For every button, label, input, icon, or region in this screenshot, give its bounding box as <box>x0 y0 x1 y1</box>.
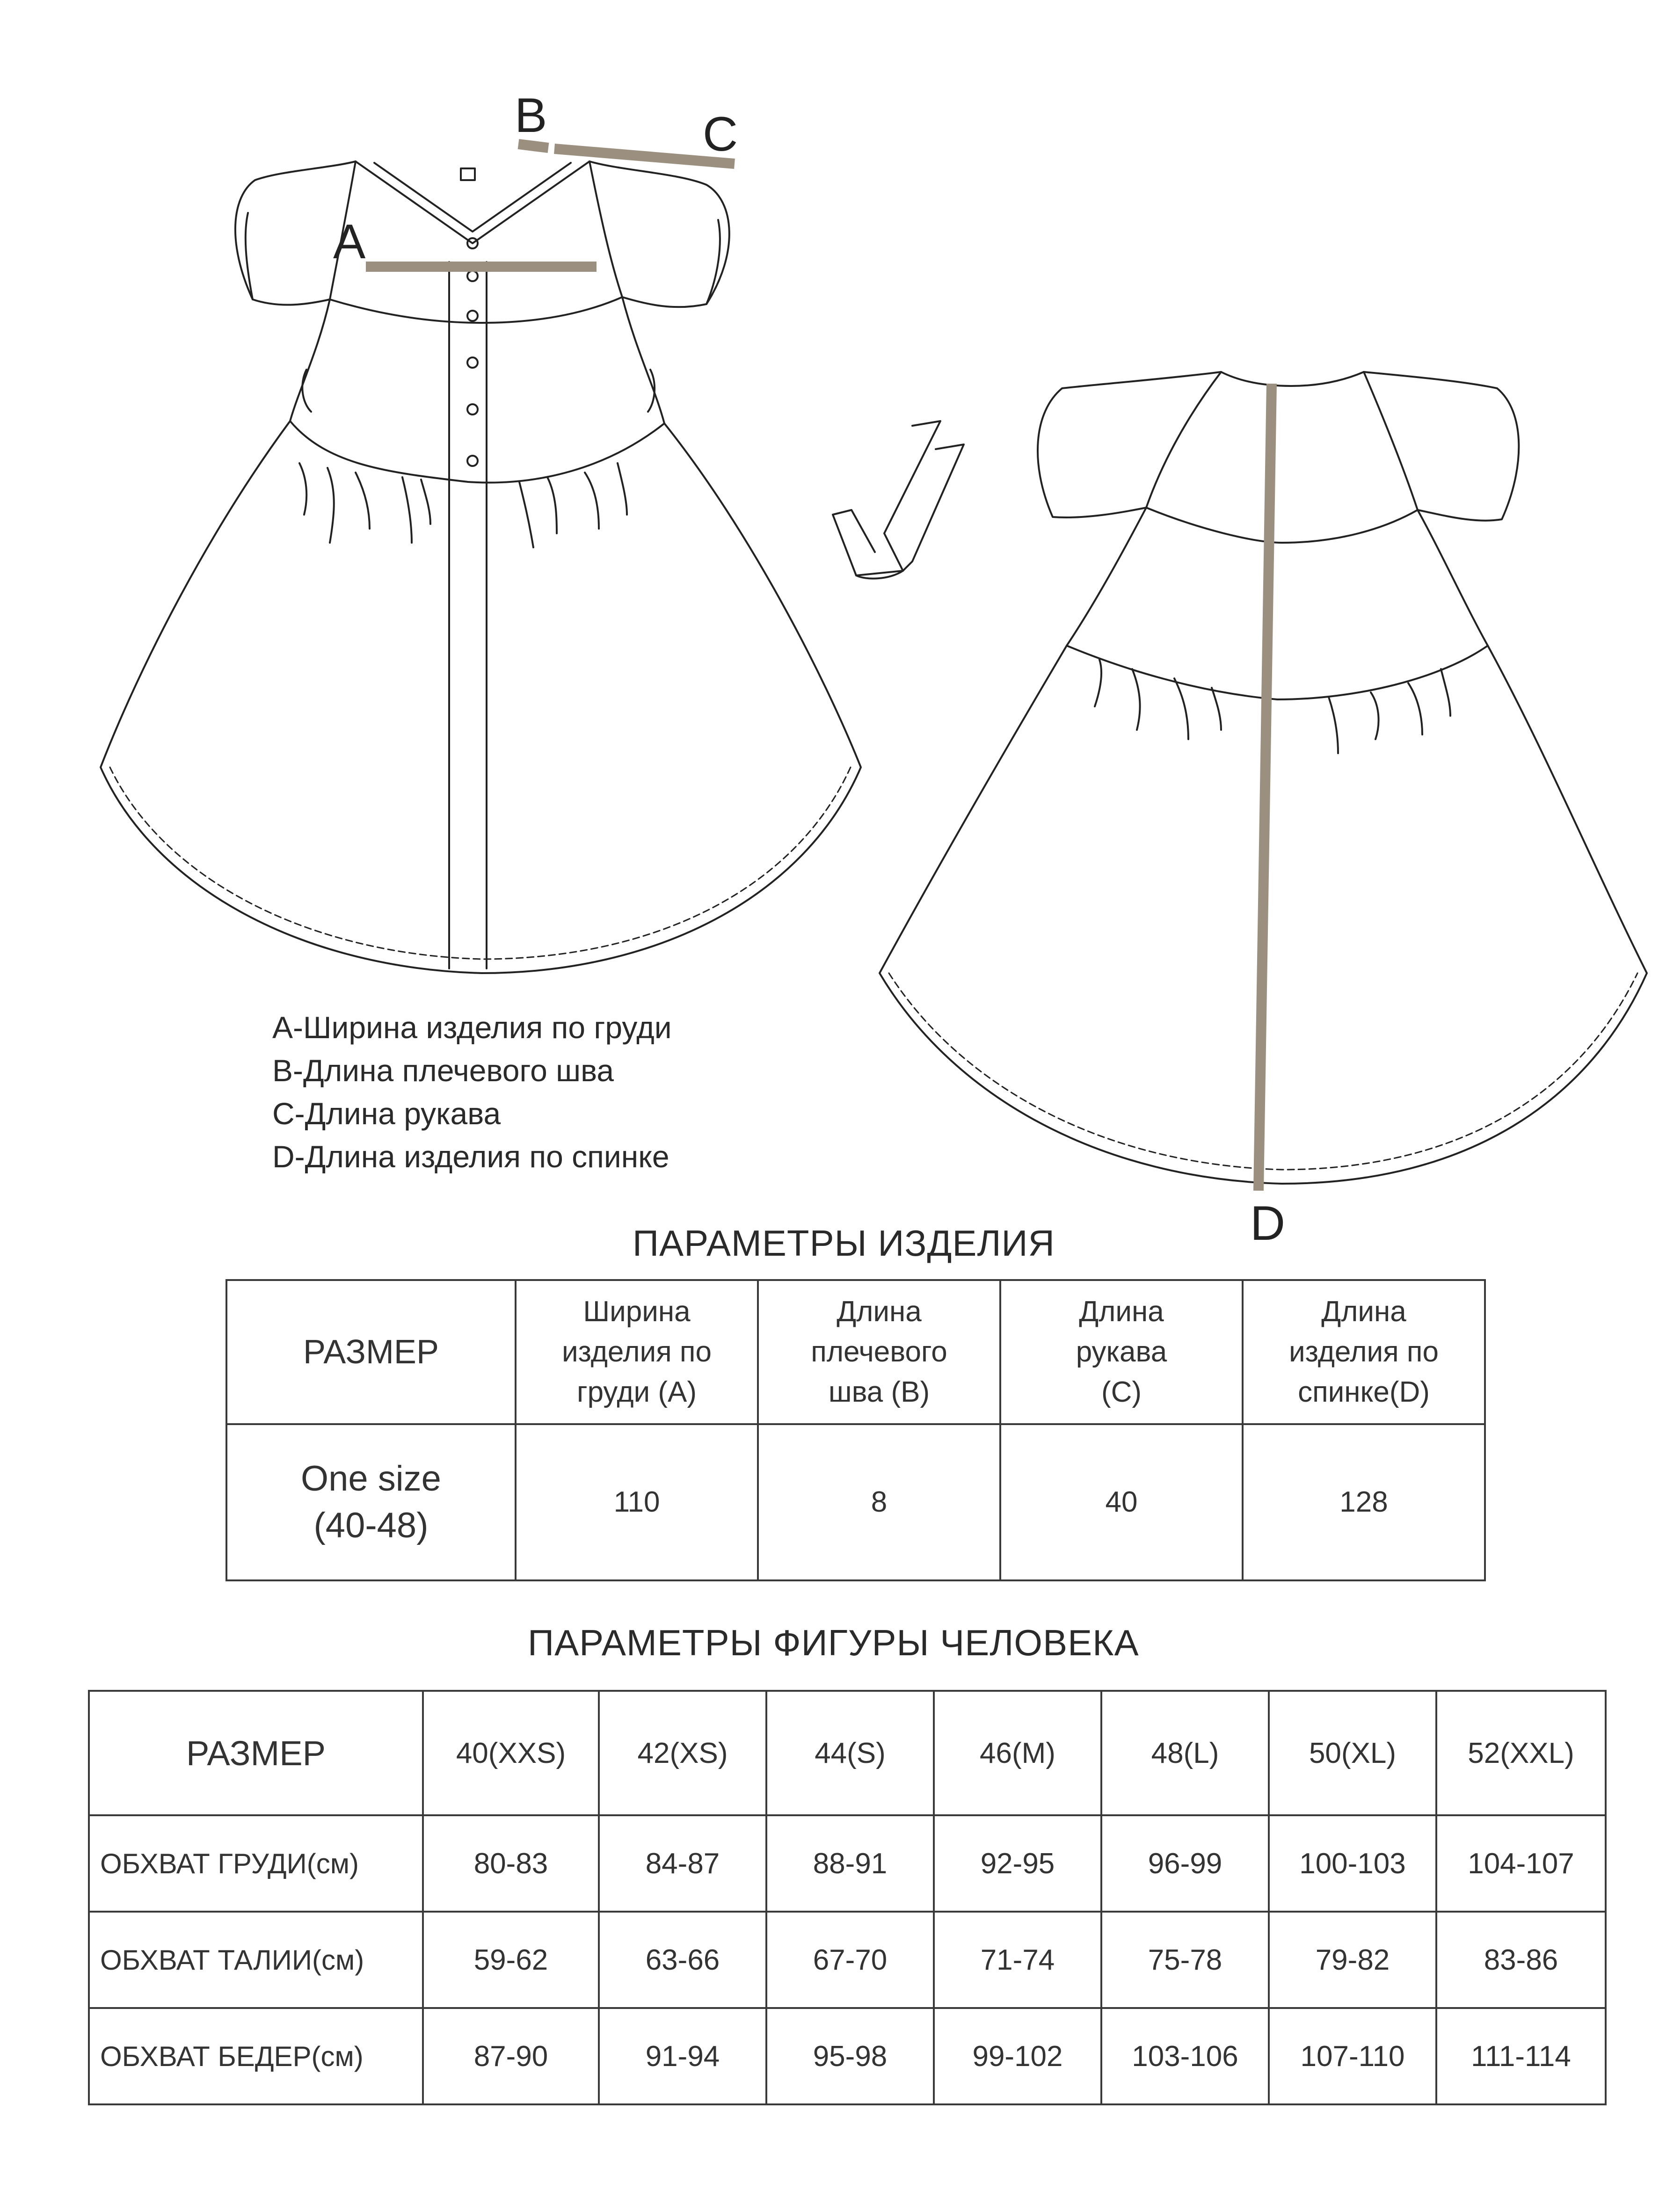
table-cell: 92-95 <box>934 1815 1101 1912</box>
table-cell: 107-110 <box>1269 2008 1436 2104</box>
header-line: Длина <box>1079 1295 1164 1328</box>
table-row <box>89 2008 1606 2104</box>
table-cell: 59-62 <box>423 1912 599 2008</box>
table-row <box>89 1912 1606 2008</box>
value-d: 128 <box>1243 1424 1485 1580</box>
table-cell: 103-106 <box>1101 2008 1269 2104</box>
table-cell: 91-94 <box>599 2008 766 2104</box>
size-col-header: 46(M) <box>934 1691 1101 1815</box>
header-line: плечевого <box>811 1336 947 1368</box>
table-cell: 87-90 <box>423 2008 599 2104</box>
front-view <box>101 161 861 973</box>
table-cell: 79-82 <box>1269 1912 1436 2008</box>
size-col-header: 44(S) <box>766 1691 934 1815</box>
header-line: Ширина <box>583 1295 691 1328</box>
size-line: (40-48) <box>313 1506 429 1545</box>
value-b: 8 <box>758 1424 1000 1580</box>
row-label-waist: ОБХВАТ ТАЛИИ(см) <box>89 1912 423 2008</box>
header-line: изделия по <box>562 1336 712 1368</box>
marker-b: B <box>515 88 547 143</box>
header-cell-c <box>1000 1280 1243 1424</box>
marker-c: C <box>703 107 738 161</box>
measurement-legend <box>272 1006 672 1178</box>
table-cell: 83-86 <box>1436 1912 1606 2008</box>
table-cell: 80-83 <box>423 1815 599 1912</box>
marker-a: A <box>333 215 366 269</box>
table-row <box>89 1815 1606 1912</box>
size-line: One size <box>301 1459 441 1499</box>
table-cell: 99-102 <box>934 2008 1101 2104</box>
header-cell-d <box>1243 1280 1485 1424</box>
product-params-table <box>226 1279 1486 1581</box>
legend-item-b: B-Длина плечевого шва <box>272 1053 614 1088</box>
row-label-hips: ОБХВАТ БЕДЕР(см) <box>89 2008 423 2104</box>
legend-item-d: D-Длина изделия по спинке <box>272 1139 669 1174</box>
size-header: РАЗМЕР <box>226 1280 516 1424</box>
table-cell: 75-78 <box>1101 1912 1269 2008</box>
header-line: Длина <box>837 1295 922 1328</box>
belt <box>833 421 964 579</box>
marker-d: D <box>1250 1196 1286 1251</box>
size-col-header: 42(XS) <box>599 1691 766 1815</box>
header-line: груди (А) <box>576 1376 697 1408</box>
size-header: РАЗМЕР <box>89 1691 423 1815</box>
body-params-title: ПАРАМЕТРЫ ФИГУРЫ ЧЕЛОВЕКА <box>528 1622 1139 1663</box>
table-cell: 96-99 <box>1101 1815 1269 1912</box>
table-row <box>226 1424 1485 1580</box>
table-cell: 67-70 <box>766 1912 934 2008</box>
table-cell: 111-114 <box>1436 2008 1606 2104</box>
header-cell-b <box>758 1280 1000 1424</box>
measure-line-b <box>518 144 548 148</box>
table-row <box>89 1691 1606 1815</box>
header-line: рукава <box>1076 1336 1167 1368</box>
table-cell: 84-87 <box>599 1815 766 1912</box>
legend-item-a: A-Ширина изделия по груди <box>272 1010 672 1045</box>
table-cell: 63-66 <box>599 1912 766 2008</box>
table-row <box>226 1280 1485 1424</box>
size-col-header: 50(XL) <box>1269 1691 1436 1815</box>
row-label-chest: ОБХВАТ ГРУДИ(см) <box>89 1815 423 1912</box>
size-value <box>226 1424 516 1580</box>
size-col-header: 52(XXL) <box>1436 1691 1606 1815</box>
value-c: 40 <box>1000 1424 1243 1580</box>
table-cell: 104-107 <box>1436 1815 1606 1912</box>
header-line: шва (В) <box>828 1376 930 1408</box>
header-line: Длина <box>1321 1295 1406 1328</box>
legend-item-c: C-Длина рукава <box>272 1096 501 1131</box>
measure-line-d <box>1259 384 1272 1191</box>
product-params-title: ПАРАМЕТРЫ ИЗДЕЛИЯ <box>633 1222 1055 1264</box>
table-cell: 100-103 <box>1269 1815 1436 1912</box>
header-line: изделия по <box>1289 1336 1439 1368</box>
table-cell: 88-91 <box>766 1815 934 1912</box>
table-cell: 71-74 <box>934 1912 1101 2008</box>
body-params-table <box>88 1690 1607 2105</box>
value-a: 110 <box>516 1424 758 1580</box>
table-cell: 95-98 <box>766 2008 934 2104</box>
header-line: (С) <box>1101 1376 1142 1408</box>
header-line: спинке(D) <box>1298 1376 1430 1408</box>
size-col-header: 40(XXS) <box>423 1691 599 1815</box>
size-col-header: 48(L) <box>1101 1691 1269 1815</box>
header-cell-a <box>516 1280 758 1424</box>
